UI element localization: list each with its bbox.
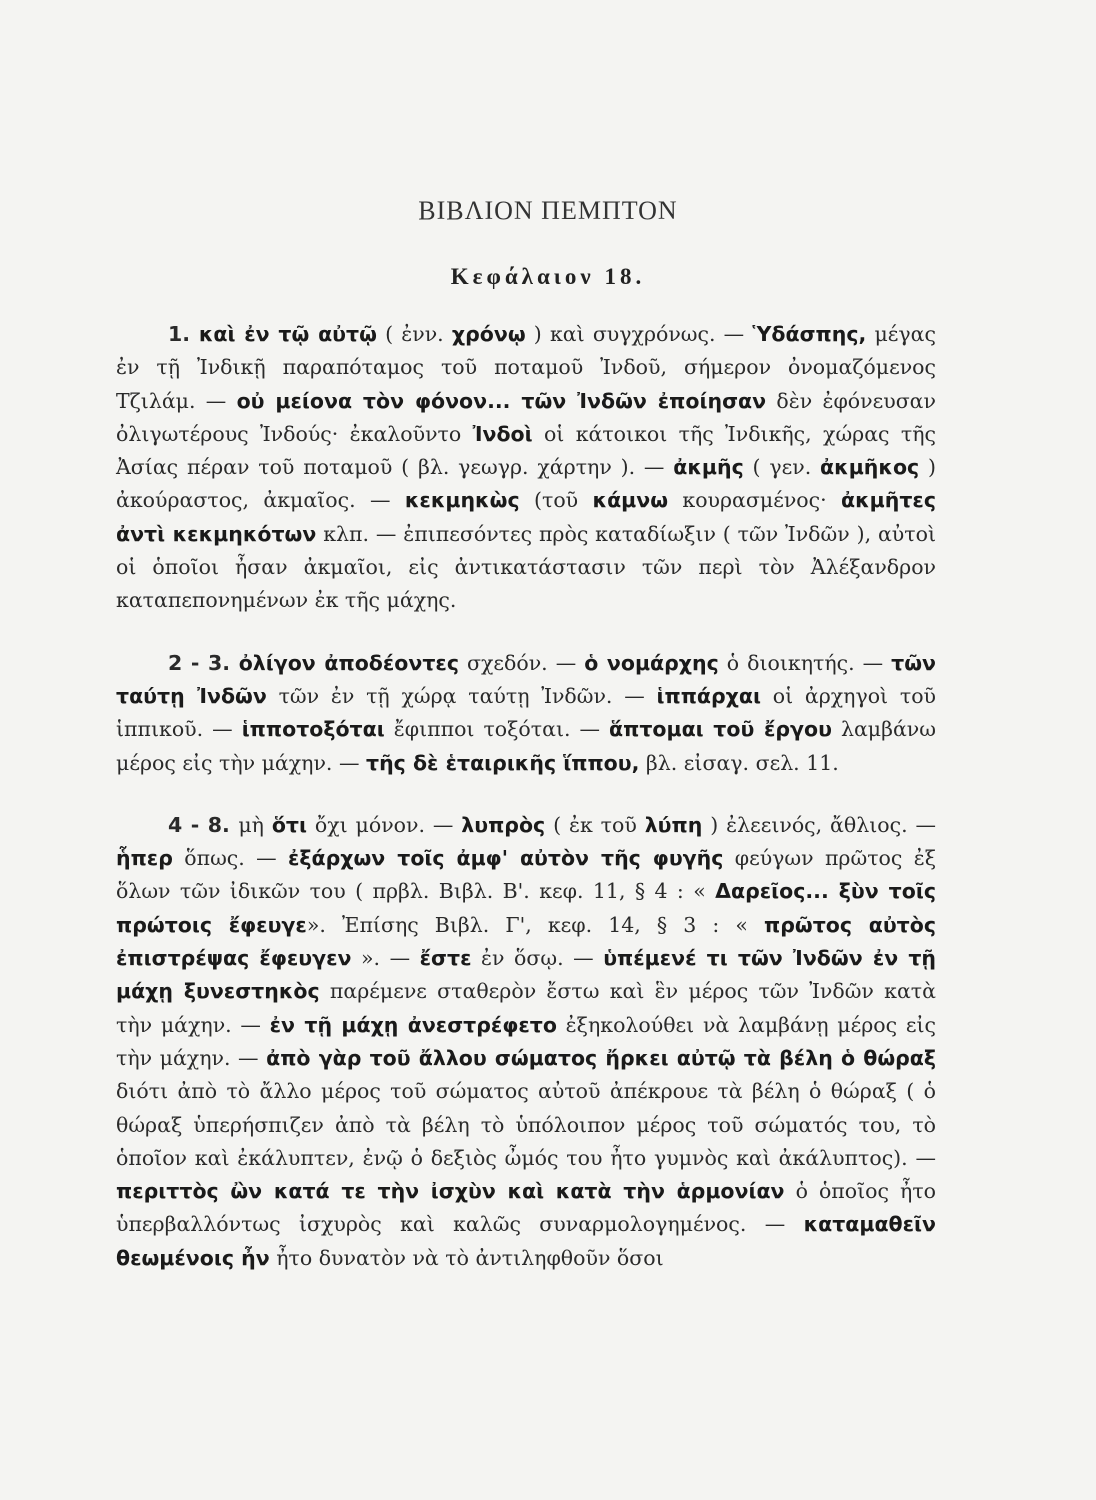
gloss-text: ἔφιπποι τοξόται. — bbox=[384, 717, 610, 742]
lemma-term: ὅτι bbox=[271, 812, 307, 837]
gloss-text: μέγας ἐν τῇ Ἰνδικῇ παραπόταμος τοῦ ποταμοῦ Ἰνδοῦ, σήμερον ὀνομαζόμενος Τζιλάμ. — bbox=[116, 322, 936, 413]
gloss-text: ) ἀκούραστος, ἀκμαῖος. — bbox=[116, 455, 937, 513]
lemma-term: τῶν ταύτῃ Ἰνδῶν bbox=[116, 650, 936, 708]
gloss-text: οἱ κάτοικοι τῆς Ἰνδικῆς, χώρας τῆς Ἀσίας πέραν τοῦ ποταμοῦ ( βλ. γεωγρ. χάρτην ). — bbox=[116, 421, 936, 480]
lemma-term: ὀλίγον ἀποδέοντες bbox=[238, 650, 459, 675]
gloss-text: μὴ bbox=[238, 812, 272, 837]
gloss-text: ) ἐλεεινός, ἄθλιος. — bbox=[702, 812, 936, 837]
lemma-term: ἐν τῇ μάχῃ ἀνεστρέφετο bbox=[269, 1012, 557, 1037]
section-number: 4 - 8. bbox=[168, 812, 239, 837]
book-title: ΒΙΒΛΙΟΝ ΠΕΜΠΤΟΝ bbox=[418, 196, 678, 225]
commentary-paragraph bbox=[116, 318, 936, 618]
lemma-term: τῆς δὲ ἑταιρικῆς ἵππου, bbox=[365, 750, 640, 775]
gloss-text: δὲν ἐφόνευσαν ὀλιγωτέρους Ἰνδούς· ἐκαλοῦντο bbox=[116, 388, 936, 446]
lemma-term: χρόνῳ bbox=[451, 322, 526, 346]
chapter-title: Κεφάλαιον 18. bbox=[450, 264, 646, 289]
section-number: 2 - 3. bbox=[168, 650, 239, 675]
gloss-text: κλπ. — ἐπιπεσόντες πρὸς καταδίωξιν ( τῶν Ἰνδῶν ), αὐτοὶ οἱ ὁποῖοι ἦσαν ἀκμαῖοι, εἰς ἀντικατάστασιν τῶν περὶ τὸν Ἀλέξανδρον καταπεπονημένων ἐκ τῆς μάχης. bbox=[116, 521, 936, 613]
gloss-text: ἦτο δυνατὸν νὰ τὸ ἀντιληφθοῦν ὅσοι bbox=[269, 1245, 664, 1270]
lemma-term: ἔστε bbox=[419, 946, 472, 971]
gloss-text: παρέμενε σταθερὸν ἔστω καὶ ἓν μέρος τῶν Ἰνδῶν κατὰ τὴν μάχην. — bbox=[116, 979, 936, 1037]
commentary-paragraph bbox=[116, 809, 936, 1275]
gloss-text: βλ. εἰσαγ. σελ. 11. bbox=[639, 750, 839, 775]
lemma-term: πρῶτος αὐτὸς ἐπιστρέψας ἔφευγεν bbox=[116, 912, 936, 971]
lemma-term: ἀκμῆς bbox=[673, 455, 744, 480]
commentary-paragraph bbox=[116, 647, 936, 780]
lemma-term: περιττὸς ὢν κατά τε τὴν ἰσχὺν καὶ κατὰ τὴν ἁρμονίαν bbox=[116, 1179, 785, 1204]
lemma-term: ἱπποτοξόται bbox=[241, 717, 385, 742]
section-number: 1. bbox=[168, 322, 199, 346]
lemma-term: ὑπέμενέ τι τῶν Ἰνδῶν ἐν τῇ μάχῃ ξυνεστηκὸς bbox=[116, 946, 937, 1004]
gloss-text: οἱ ἀρχηγοὶ τοῦ ἱππικοῦ. — bbox=[116, 683, 937, 742]
gloss-text: ὁ διοικητής. — bbox=[718, 650, 892, 675]
gloss-text: ( ἐνν. bbox=[376, 322, 452, 346]
gloss-text: διότι ἀπὸ τὸ ἄλλο μέρος τοῦ σώματος αὐτοῦ ἀπέκρουε τὰ βέλη ὁ θώραξ ( ὁ θώραξ ὑπερήσπιζεν ἀπὸ τὰ βέλη τὸ ὑπόλοιπον μέρος τοῦ σώματός του, τὸ ὁποῖον καὶ ἐκάλυπτεν, ἐνῷ ὁ δεξιὸς ὦμός του ἦτο γυμνὸς καὶ ἀκάλυπτος). — bbox=[116, 1079, 936, 1170]
lemma-term: ἀκμῆτες ἀντὶ κεκμηκότων bbox=[116, 488, 936, 546]
lemma-term: ἀπὸ γὰρ τοῦ ἄλλου σώματος ἤρκει αὐτῷ τὰ βέλη ὁ θώραξ bbox=[266, 1045, 937, 1070]
lemma-term: καταμαθεῖν θεωμένοις ἦν bbox=[116, 1212, 936, 1270]
lemma-term: ἱππάρχαι bbox=[656, 683, 761, 708]
gloss-text: (τοῦ bbox=[519, 488, 593, 513]
lemma-term: ἀκμῆκος bbox=[820, 455, 920, 480]
gloss-text: ) καὶ συγχρόνως. — bbox=[525, 322, 753, 346]
gloss-text: φεύγων πρῶτος ἐξ ὅλων τῶν ἰδικῶν του ( πρβλ. Βιβλ. Β'. κεφ. 11, § 4 : « bbox=[116, 846, 937, 904]
gloss-text: σχεδόν. — bbox=[458, 650, 585, 675]
lemma-term: ὁ νομάρχης bbox=[584, 650, 719, 675]
lemma-term: καὶ ἐν τῷ αὐτῷ bbox=[198, 322, 377, 346]
lemma-term: Δαρεῖος... ξὺν τοῖς πρώτοις ἔφευγε bbox=[116, 879, 936, 937]
gloss-text: ». — bbox=[351, 946, 420, 971]
gloss-text: λαμβάνω μέρος εἰς τὴν μάχην. — bbox=[116, 717, 936, 775]
gloss-text: κουρασμένος· bbox=[668, 488, 842, 513]
lemma-term: Ὑδάσπης, bbox=[752, 322, 867, 346]
lemma-term: οὐ μείονα τὸν φόνον... τῶν Ἰνδῶν ἐποίησαν bbox=[236, 388, 767, 413]
lemma-term: λυπρὸς bbox=[461, 812, 546, 837]
gloss-text: ὄχι μόνον. — bbox=[306, 812, 462, 837]
gloss-text: ( γεν. bbox=[743, 455, 821, 480]
lemma-term: ἧπερ bbox=[116, 846, 173, 871]
commentary-body bbox=[116, 318, 936, 1304]
gloss-text: τῶν ἐν τῇ χώρᾳ ταύτῃ Ἰνδῶν. — bbox=[266, 683, 657, 708]
gloss-text: ὅπως. — bbox=[172, 846, 288, 871]
gloss-text: ». Ἐπίσης Βιβλ. Γ', κεφ. 14, § 3 : « bbox=[306, 912, 765, 937]
lemma-term: κάμνω bbox=[592, 488, 669, 513]
gloss-text: ἐν ὅσῳ. — bbox=[471, 946, 604, 971]
gloss-text: ὁ ὁποῖος ἦτο ὑπερβαλλόντως ἰσχυρὸς καὶ καλῶς συναρμολογημένος. — bbox=[116, 1179, 937, 1237]
lemma-term: κεκμηκὼς bbox=[404, 488, 520, 513]
lemma-term: ἅπτομαι τοῦ ἔργου bbox=[609, 717, 832, 742]
lemma-term: Ἰνδοὶ bbox=[472, 421, 533, 446]
lemma-term: ἐξάρχων τοῖς ἀμφ' αὐτὸν τῆς φυγῆς bbox=[287, 846, 724, 871]
lemma-term: λύπη bbox=[644, 812, 703, 837]
gloss-text: ἐξηκολούθει νὰ λαμβάνῃ μέρος εἰς τὴν μάχην. — bbox=[116, 1012, 937, 1070]
gloss-text: ( ἐκ τοῦ bbox=[545, 812, 645, 837]
